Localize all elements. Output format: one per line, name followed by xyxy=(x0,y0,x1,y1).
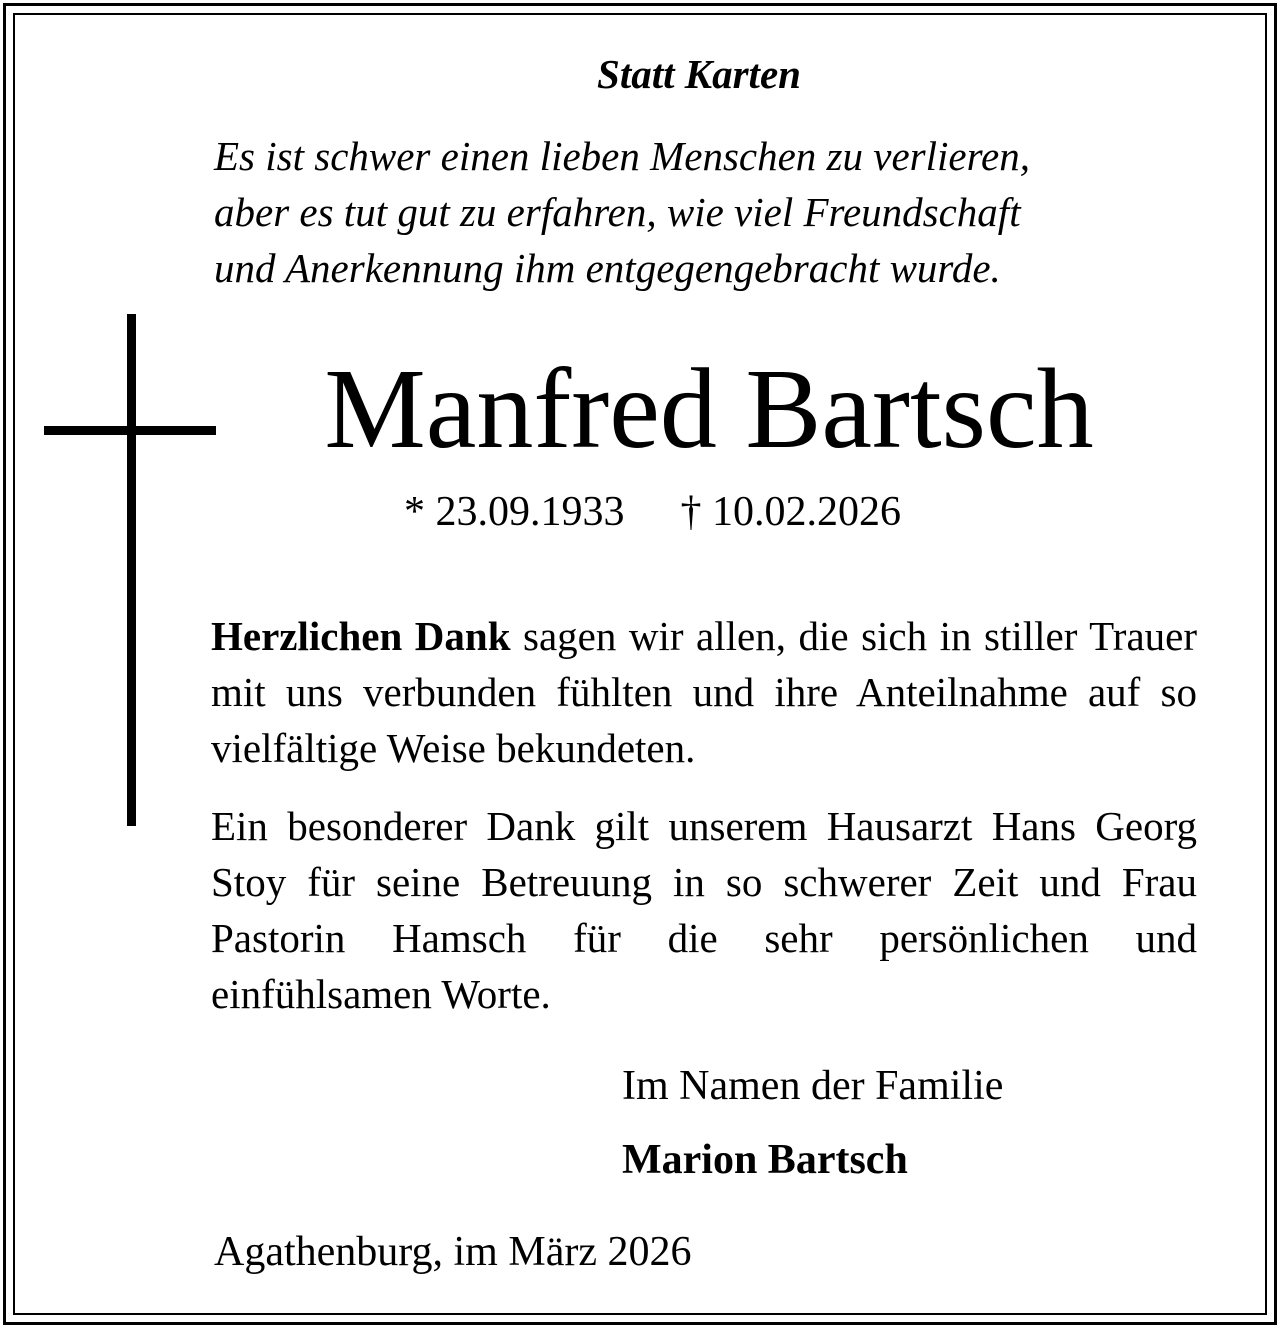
quote-line-2: aber es tut gut zu erfahren, wie viel Freundschaft xyxy=(214,189,1021,235)
quote xyxy=(214,128,1214,296)
on-behalf-line: Im Namen der Familie xyxy=(622,1063,1004,1109)
quote-line-3: und Anerkennung ihm entgegengebracht wurde. xyxy=(214,245,1001,291)
cross-icon-horizontal xyxy=(44,426,216,435)
thanks-paragraph xyxy=(211,608,1197,776)
deceased-name: Manfred Bartsch xyxy=(324,345,1094,472)
thanks-text: sagen wir allen, die sich in stiller Trauer mit uns verbunden fühlten und ihre Anteilnahme auf so vielfältige Weise bekundeten. xyxy=(211,613,1197,771)
death-date: † 10.02.2026 xyxy=(680,489,901,535)
quote-line-1: Es ist schwer einen lieben Menschen zu verlieren, xyxy=(214,133,1030,179)
special-thanks-paragraph: Ein besonderer Dank gilt unserem Hausarzt Hans Georg Stoy für seine Betreuung in so schwerer Zeit und Frau Pastorin Hamsch für die sehr persönlichen und einfühlsamen Worte. xyxy=(211,803,1197,1017)
heading: Statt Karten xyxy=(597,51,801,97)
signer-name: Marion Bartsch xyxy=(622,1137,908,1183)
thanks-lead: Herzlichen Dank xyxy=(211,613,511,659)
cross-icon-vertical xyxy=(127,314,136,826)
life-dates xyxy=(404,484,901,540)
place-date: Agathenburg, im März 2026 xyxy=(214,1229,692,1275)
birth-date: * 23.09.1933 xyxy=(404,489,625,535)
signature-block xyxy=(622,1058,1003,1188)
